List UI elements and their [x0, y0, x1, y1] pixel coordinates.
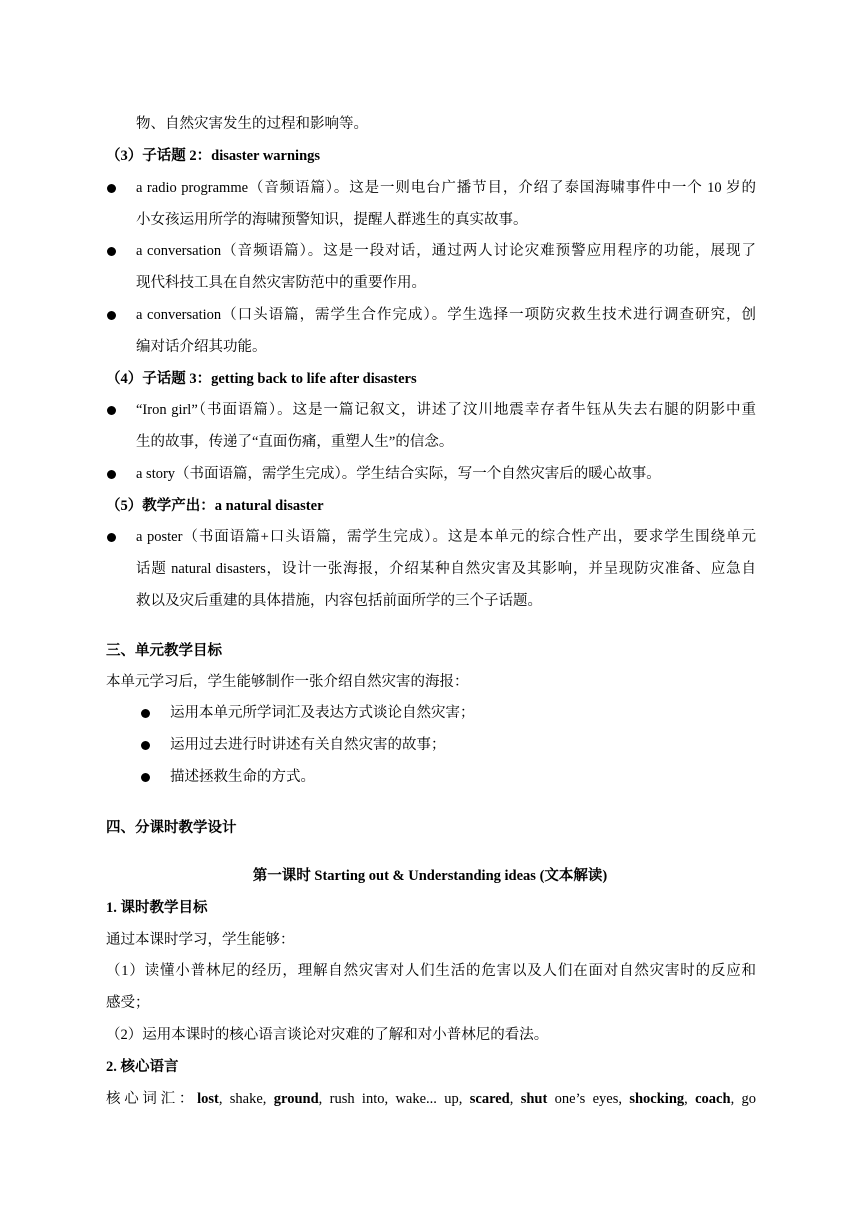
vocab-text: one’s eyes,: [547, 1091, 630, 1107]
vocab-word: shut: [520, 1091, 548, 1107]
core-vocabulary-line: [106, 1089, 756, 1109]
bullet-item-continuation: 编对话介绍其功能。: [136, 339, 267, 355]
vocab-text: , shake,: [218, 1091, 274, 1107]
vocabulary-label: 核心词汇：: [106, 1091, 198, 1107]
bullet-item-conversation-audio: a conversation（音频语篇）。这是一段对话，通过两人讨论灾难预警应用程序的功能，展现了: [136, 243, 756, 259]
vocab-word: coach: [695, 1091, 731, 1107]
bullet-item-poster: a poster（书面语篇+口头语篇，需学生完成）。这是本单元的综合性产出，要求学生围绕单元: [136, 529, 756, 545]
section-3-heading: 三、单元教学目标: [106, 643, 222, 659]
objective-item: （1）读懂小普林尼的经历，理解自然灾害对人们生活的危害以及人们在面对自然灾害时的反应和: [106, 963, 756, 979]
vocab-word: lost: [197, 1091, 219, 1107]
vocab-text: , rush into, wake... up,: [318, 1091, 470, 1107]
bullet-icon: [107, 247, 116, 256]
vocab-word: scared: [469, 1091, 510, 1107]
vocab-text: , go: [730, 1091, 757, 1107]
bullet-item-continuation: 生的故事，传递了“直面伤痛，重塑人生”的信念。: [136, 434, 454, 450]
lesson-title: 第一课时 Starting out & Understanding ideas (文本解读): [252, 868, 608, 884]
teaching-output-heading: （5）教学产出：a natural disaster: [106, 498, 324, 514]
core-language-heading: 2. 核心语言: [106, 1059, 179, 1075]
bullet-icon: [141, 741, 150, 750]
bullet-icon: [107, 184, 116, 193]
goal-item: 运用过去进行时讲述有关自然灾害的故事；: [170, 737, 446, 753]
objective-item-continuation: 感受；: [106, 995, 150, 1011]
goal-item: 描述拯救生命的方式。: [170, 769, 315, 785]
bullet-item-iron-girl: “Iron girl”（书面语篇）。这是一篇记叙文，讲述了汶川地震幸存者牛钰从失去右腿的阴影中重: [136, 402, 756, 418]
bullet-icon: [107, 406, 116, 415]
subtopic-3-heading: （4）子话题 3：getting back to life after disasters: [106, 371, 417, 387]
goal-item: 运用本单元所学词汇及表达方式谈论自然灾害；: [170, 705, 475, 721]
bullet-item-radio-programme: a radio programme（音频语篇）。这是一则电台广播节目，介绍了泰国海啸事件中一个 10 岁的: [136, 180, 756, 196]
section-3-intro: 本单元学习后，学生能够制作一张介绍自然灾害的海报：: [106, 674, 469, 690]
vocab-word: ground: [273, 1091, 319, 1107]
bullet-item-conversation-oral: a conversation（口头语篇，需学生合作完成）。学生选择一项防灾救生技术进行调查研究，创: [136, 307, 756, 323]
bullet-item-story: a story（书面语篇，需学生完成）。学生结合实际，写一个自然灾害后的暖心故事。: [136, 466, 661, 482]
vocab-text: ,: [509, 1091, 521, 1107]
objective-item: （2）运用本课时的核心语言谈论对灾难的了解和对小普林尼的看法。: [106, 1027, 549, 1043]
bullet-item-continuation: 话题 natural disasters，设计一张海报，介绍某种自然灾害及其影响，并呈现防灾准备、应急自: [136, 561, 756, 577]
bullet-item-continuation: 小女孩运用所学的海啸预警知识，提醒人群逃生的真实故事。: [136, 212, 528, 228]
lesson-objectives-heading: 1. 课时教学目标: [106, 900, 208, 916]
vocab-text: ,: [684, 1091, 696, 1107]
bullet-icon: [141, 709, 150, 718]
bullet-item-continuation: 现代科技工具在自然灾害防范中的重要作用。: [136, 275, 426, 291]
subtopic-2-heading: （3）子话题 2：disaster warnings: [106, 148, 321, 164]
bullet-icon: [141, 773, 150, 782]
bullet-item-continuation: 救以及灾后重建的具体措施，内容包括前面所学的三个子话题。: [136, 593, 542, 609]
bullet-icon: [107, 311, 116, 320]
bullet-icon: [107, 533, 116, 542]
section-4-heading: 四、分课时教学设计: [106, 820, 237, 836]
bullet-icon: [107, 470, 116, 479]
lesson-objectives-intro: 通过本课时学习，学生能够：: [106, 932, 295, 948]
paragraph-line: 物、自然灾害发生的过程和影响等。: [136, 116, 368, 132]
vocab-word: shocking: [629, 1091, 685, 1107]
